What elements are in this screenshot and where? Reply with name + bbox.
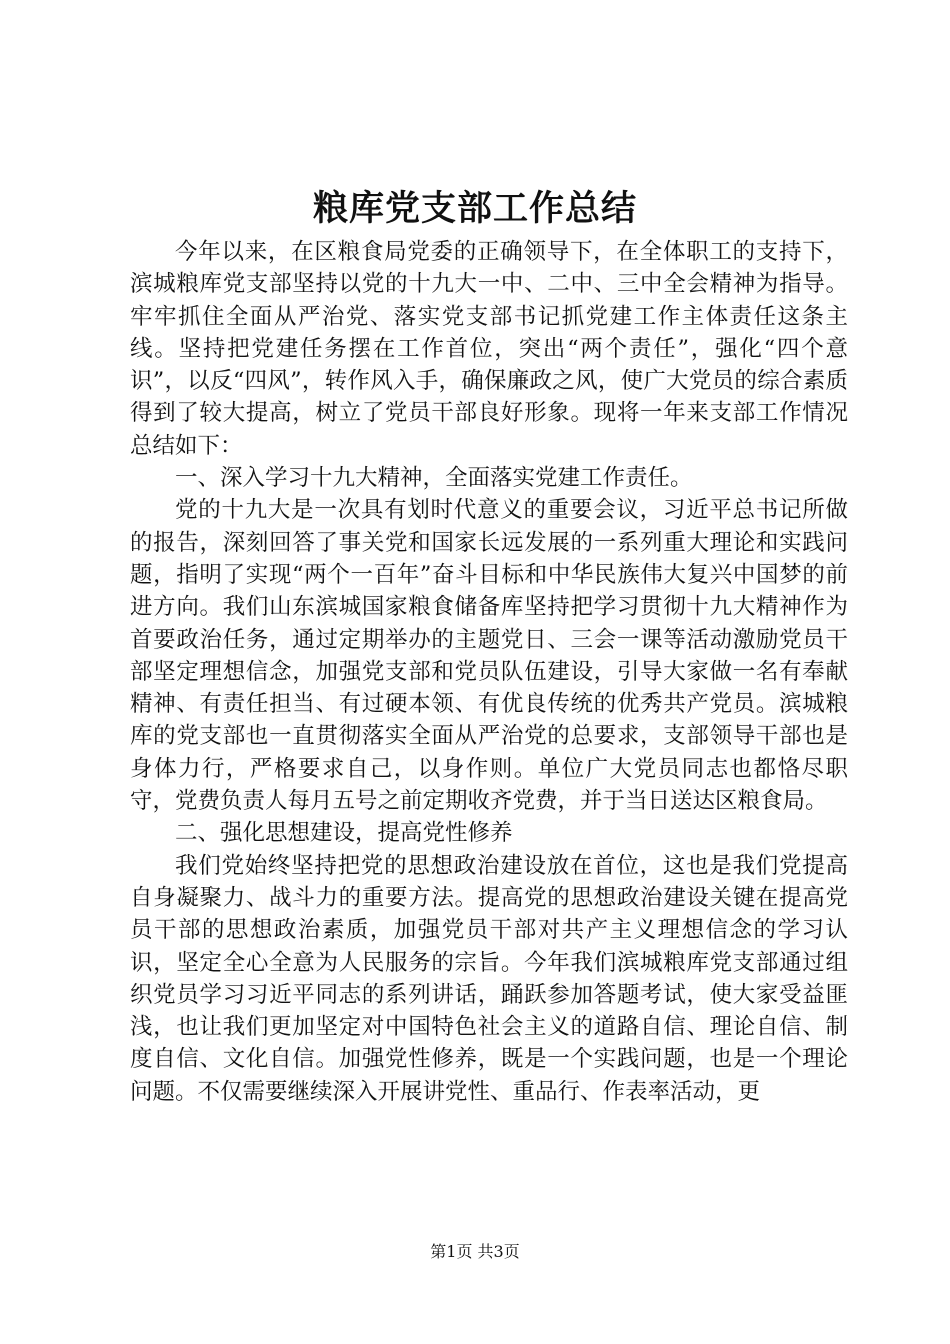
paragraph-section-1: 党的十九大是一次具有划时代意义的重要会议，习近平总书记所做的报告，深刻回答了事关党和国家长远发展的一系列重大理论和实践问题，指明了实现“两个一百年”奋斗目标和中华民族伟大复兴中国梦的前进方向。我们山东滨城国家粮食储备库坚持把学习贯彻十九大精神作为首要政治任务，通过定期举办的主题党日、三会一课等活动激励党员干部坚定理想信念，加强党支部和党员队伍建设，引导大家做一名有奉献精神、有责任担当、有过硬本领、有优良传统的优秀共产党员。滨城粮库的党支部也一直贯彻落实全面从严治党的总要求，支部领导干部也是身体力行，严格要求自己，以身作则。单位广大党员同志也都恪尽职守，党费负责人每月五号之前定期收齐党费，并于当日送达区粮食局。 xyxy=(130,497,848,815)
document-body xyxy=(130,236,848,1108)
page-footer: 第1页 共3页 xyxy=(430,1242,520,1261)
paragraph-intro: 今年以来，在区粮食局党委的正确领导下，在全体职工的支持下，滨城粮库党支部坚持以党的十九大一中、二中、三中全会精神为指导。牢牢抓住全面从严治党、落实党支部书记抓党建工作主体责任这条主线。坚持把党建任务摆在工作首位，突出“两个责任”，强化“四个意识”，以反“四风”，转作风入手，确保廉政之风，使广大党员的综合素质得到了较大提高，树立了党员干部良好形象。现将一年来支部工作情况总结如下： xyxy=(130,239,848,459)
document-title: 粮库党支部工作总结 xyxy=(312,188,637,229)
section-heading-1: 一、深入学习十九大精神，全面落实党建工作责任。 xyxy=(175,465,693,492)
paragraph-section-2: 我们党始终坚持把党的思想政治建设放在首位，这也是我们党提高自身凝聚力、战斗力的重要方法。提高党的思想政治建设关键在提高党员干部的思想政治素质，加强党员干部对共产主义理想信念的学习认识，坚定全心全意为人民服务的宗旨。今年我们滨城粮库党支部通过组织党员学习习近平同志的系列讲话，踊跃参加答题考试，使大家受益匪浅，也让我们更加坚定对中国特色社会主义的道路自信、理论自信、制度自信、文化自信。加强党性修养，既是一个实践问题，也是一个理论问题。不仅需要继续深入开展讲党性、重品行、作表率活动，更 xyxy=(130,852,848,1105)
section-heading-2: 二、强化思想建设，提高党性修养 xyxy=(175,820,513,847)
